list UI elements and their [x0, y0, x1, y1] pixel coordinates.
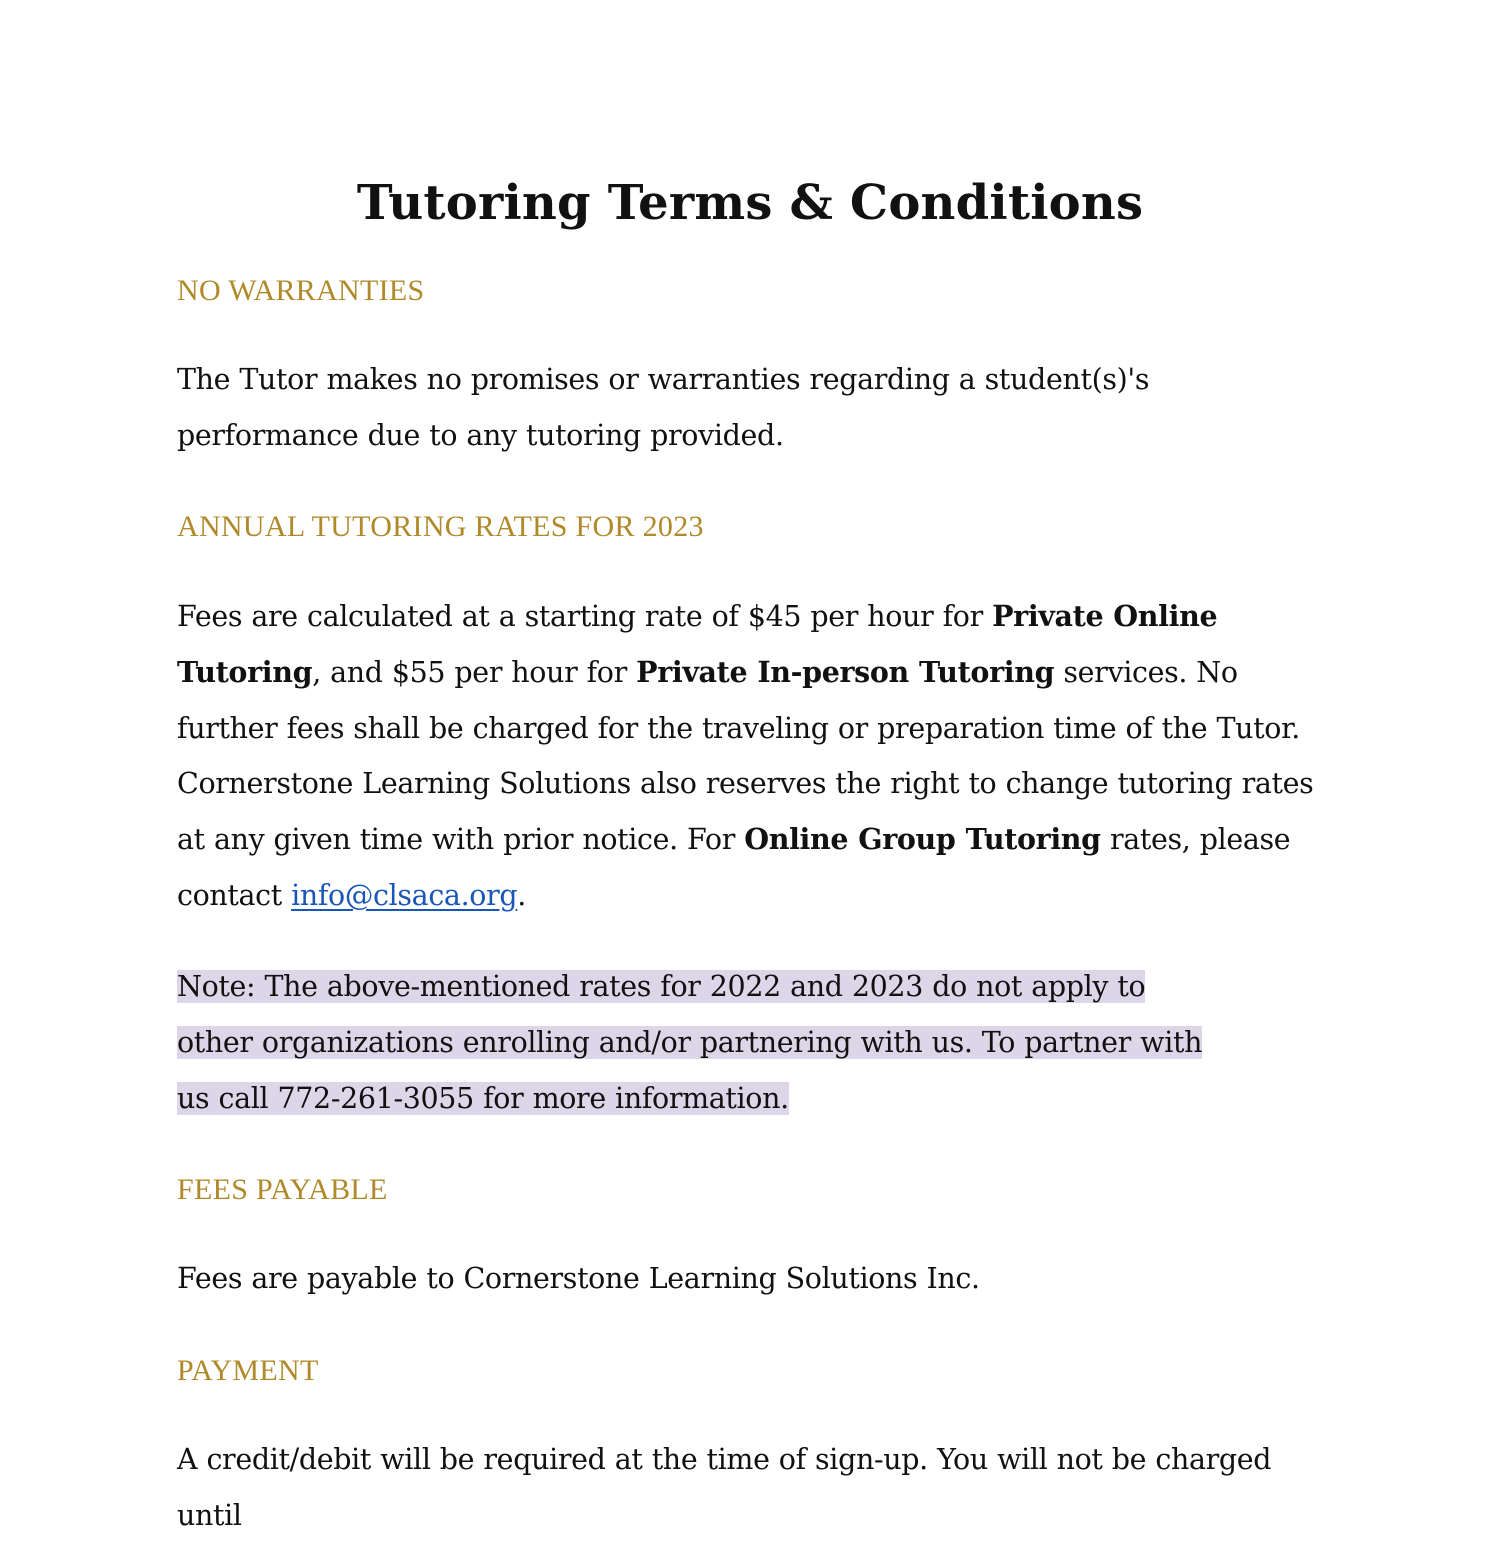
rates-note	[177, 959, 1217, 1126]
rates-text-3: services. No further fees shall be charged for the traveling or preparation time of the Tutor. Cornerstone Learning Solutions also reserves the right to change tutoring rates at any given time with prior notice. For	[177, 655, 1314, 857]
rates-text-4: rates, please contact	[177, 823, 1291, 912]
rates-text-5: .	[517, 878, 526, 912]
section-heading-rates: ANNUAL TUTORING RATES FOR 2023	[177, 510, 704, 543]
section-paragraph-no-warranties: The Tutor makes no promises or warranties regarding a student(s)'s performance due to any tutoring provided.	[177, 363, 1150, 452]
rates-note-highlight: Note: The above-mentioned rates for 2022 and 2023 do not apply to other organizations enrolling and/or partnering with us. To partner with us call 772-261-3055 for more information.	[177, 970, 1203, 1115]
section-heading-no-warranties: NO WARRANTIES	[177, 274, 425, 307]
section-paragraph-payment: A credit/debit will be required at the time of sign-up. You will not be charged until	[177, 1443, 1272, 1532]
document-title: Tutoring Terms & Conditions	[356, 175, 1144, 231]
section-paragraph-rates	[177, 589, 1337, 924]
rates-bold-private-online: Private Online Tutoring	[177, 599, 1218, 689]
rates-bold-online-group: Online Group Tutoring	[744, 822, 1101, 857]
rates-bold-private-in-person: Private In-person Tutoring	[636, 654, 1055, 689]
section-paragraph-fees-payable: Fees are payable to Cornerstone Learning Solutions Inc.	[177, 1262, 980, 1295]
rates-text-2: , and $55 per hour for	[312, 655, 637, 689]
rates-text-1: Fees are calculated at a starting rate of $45 per hour for	[177, 600, 993, 633]
section-heading-fees-payable: FEES PAYABLE	[177, 1173, 388, 1206]
section-heading-payment: PAYMENT	[177, 1354, 319, 1387]
contact-email-link[interactable]: info@clsaca.org	[291, 878, 518, 912]
